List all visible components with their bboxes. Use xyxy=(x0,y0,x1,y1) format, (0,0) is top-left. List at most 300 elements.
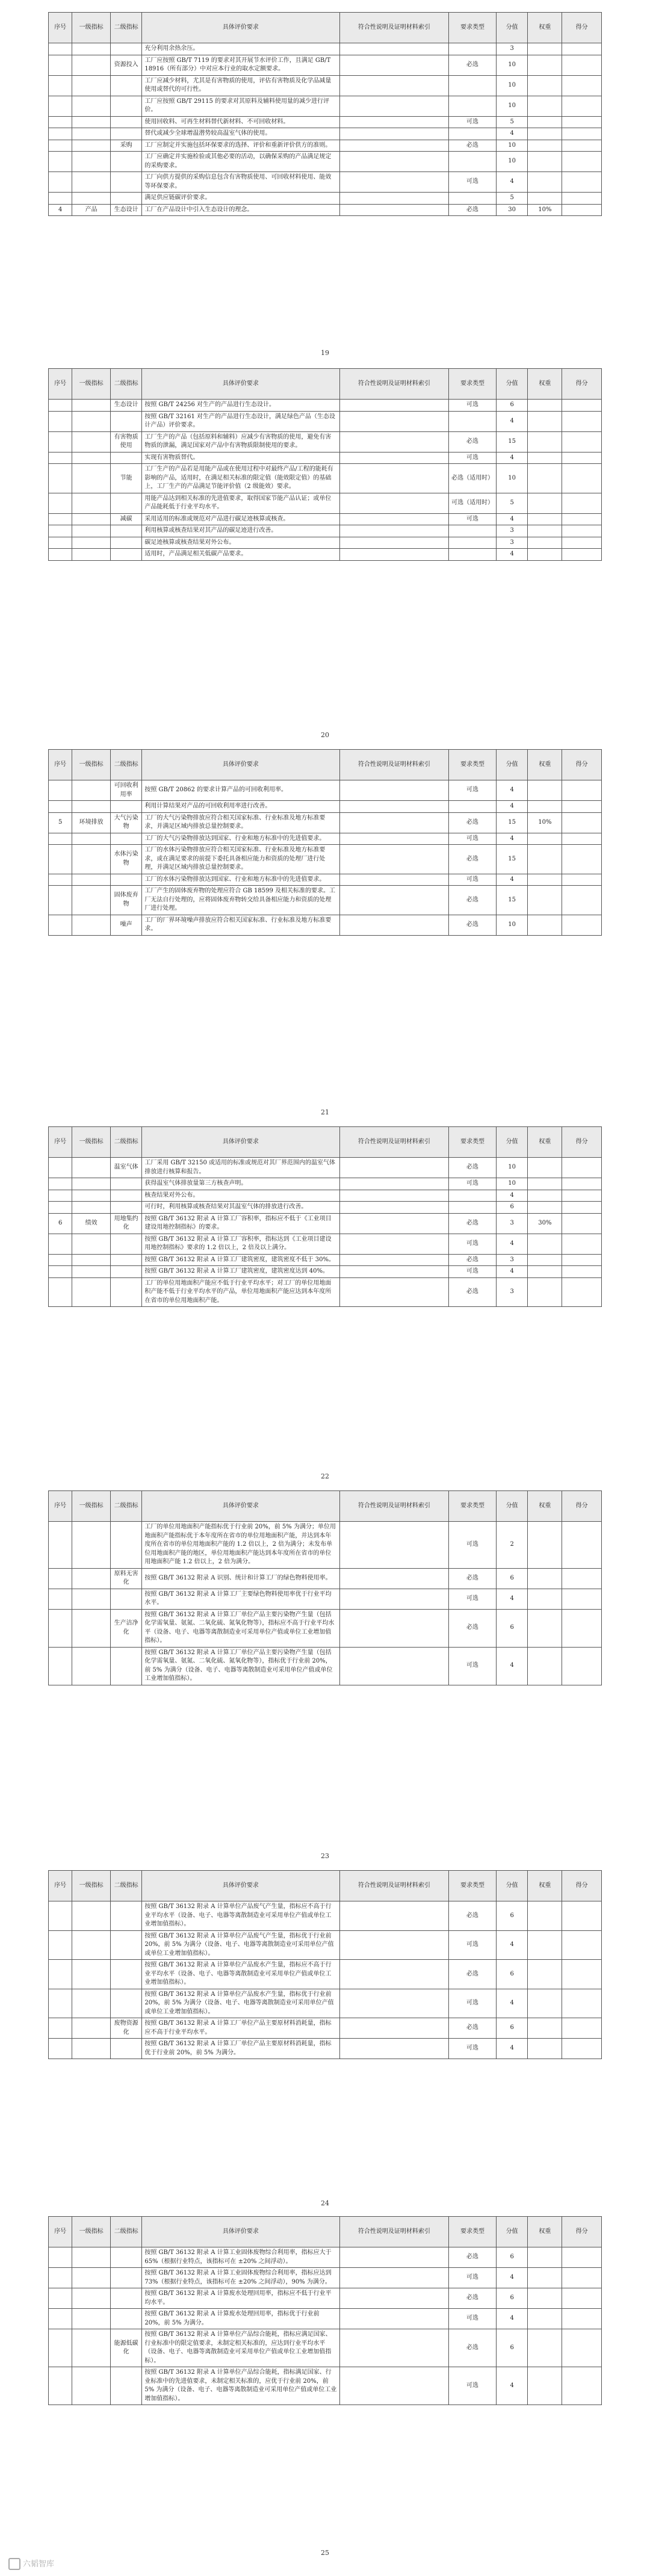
column-header: 权重 xyxy=(528,1491,562,1522)
cell-l1 xyxy=(72,452,110,464)
cell-score: 10 xyxy=(496,140,528,152)
cell-l1 xyxy=(72,2309,110,2329)
cell-evidence xyxy=(339,1522,449,1569)
cell-req: 用能产品达到相关标准的先进值要求，取得国家节能产品认证；或单位产品能耗低于行业平均水平。 xyxy=(142,493,339,513)
cell-req: 按照 GB/T 36132 附录 A 计算工厂容积率，指标达到《工业项目建设用地控制指标》要求的 1.2 倍以上，2 倍及以上满分。 xyxy=(142,1234,339,1254)
cell-l2 xyxy=(110,525,142,537)
cell-evidence xyxy=(339,780,449,801)
cell-weight xyxy=(528,1609,562,1647)
cell-got xyxy=(562,549,602,561)
cell-got xyxy=(562,75,602,96)
cell-l1 xyxy=(72,193,110,205)
table-row xyxy=(49,1901,602,1931)
cell-evidence xyxy=(339,1277,449,1307)
cell-got xyxy=(562,2309,602,2329)
cell-evidence xyxy=(339,1568,449,1589)
cell-l1 xyxy=(72,400,110,412)
cell-req: 工厂产生的固体废弃物的处理应符合 GB 18599 及相关标准的要求。工厂无法自行处理的，应将固体废弃物转交给具备相应能力和资质的处理厂进行处理。 xyxy=(142,886,339,915)
cell-l2 xyxy=(110,128,142,140)
cell-type: 可选 xyxy=(449,833,497,845)
cell-l1 xyxy=(72,55,110,75)
cell-no xyxy=(49,1930,72,1960)
column-header: 要求类型 xyxy=(449,1871,497,1901)
cell-type: 可选 xyxy=(449,400,497,412)
table-row xyxy=(49,2288,602,2309)
cell-l2: 节能 xyxy=(110,464,142,493)
evaluation-table xyxy=(48,368,602,561)
cell-got xyxy=(562,1178,602,1190)
cell-l2 xyxy=(110,1277,142,1307)
cell-l1 xyxy=(72,411,110,431)
cell-got xyxy=(562,1266,602,1278)
cell-type xyxy=(449,537,497,549)
table-row xyxy=(49,886,602,915)
column-header: 二级指标 xyxy=(110,750,142,780)
cell-score: 4 xyxy=(496,513,528,525)
cell-req: 工厂的单位用地面积产能应不低于行业平均水平；对工厂的单位用地面积产能不低于行业平均水平的产品，单位用地面积产能应达到本年度所在省市的单位用地面积产能。 xyxy=(142,1277,339,1307)
page-number: 20 xyxy=(321,731,329,739)
cell-req: 工厂的大气污染物排放应符合相关国家标准、行业标准及地方标准要求，并满足区域内排放总量控制要求。 xyxy=(142,812,339,833)
cell-l1 xyxy=(72,464,110,493)
page-number: 25 xyxy=(321,2549,329,2557)
cell-l1 xyxy=(72,1609,110,1647)
cell-weight xyxy=(528,2367,562,2405)
cell-evidence xyxy=(339,2247,449,2268)
cell-req: 工厂的厂界环境噪声排放应符合相关国家标准、行业标准及地方标准要求。 xyxy=(142,915,339,935)
cell-req: 按照 GB/T 20862 的要求计算产品的可回收利用率。 xyxy=(142,780,339,801)
column-header: 序号 xyxy=(49,1871,72,1901)
cell-weight xyxy=(528,75,562,96)
cell-score: 10 xyxy=(496,55,528,75)
cell-score: 4 xyxy=(496,1589,528,1609)
cell-got xyxy=(562,140,602,152)
cell-weight xyxy=(528,780,562,801)
cell-req: 碳足迹核算或核查结果对外公布。 xyxy=(142,537,339,549)
table-row xyxy=(49,1202,602,1214)
cell-score: 4 xyxy=(496,801,528,813)
cell-no xyxy=(49,464,72,493)
table-row xyxy=(49,1589,602,1609)
evaluation-table xyxy=(48,749,602,936)
cell-evidence xyxy=(339,801,449,813)
cell-l2 xyxy=(110,874,142,886)
cell-evidence xyxy=(339,1202,449,1214)
cell-no xyxy=(49,513,72,525)
cell-score: 6 xyxy=(496,2018,528,2039)
cell-l2 xyxy=(110,1989,142,2018)
page-22-table xyxy=(48,1126,602,1307)
cell-score: 4 xyxy=(496,172,528,193)
cell-got xyxy=(562,1930,602,1960)
cell-evidence xyxy=(339,1930,449,1960)
cell-no xyxy=(49,116,72,128)
evaluation-table xyxy=(48,1490,602,1685)
cell-l2 xyxy=(110,1901,142,1931)
cell-weight xyxy=(528,2018,562,2039)
cell-weight xyxy=(528,1901,562,1931)
cell-no xyxy=(49,2309,72,2329)
table-row xyxy=(49,2268,602,2288)
table-row xyxy=(49,55,602,75)
cell-l2 xyxy=(110,96,142,116)
cell-l2: 水体污染物 xyxy=(110,845,142,874)
cell-type: 必选 xyxy=(449,1213,497,1234)
cell-type: 必选 xyxy=(449,2247,497,2268)
cell-evidence xyxy=(339,1213,449,1234)
cell-l1: 绩效 xyxy=(72,1213,110,1234)
evaluation-table xyxy=(48,1126,602,1307)
cell-got xyxy=(562,1190,602,1202)
cell-req: 实现有害物质替代。 xyxy=(142,452,339,464)
cell-got xyxy=(562,128,602,140)
cell-req: 按照 GB/T 36132 附录 A 计算工厂单位产品主要原材料消耗量，指标应不高于行业平均水平。 xyxy=(142,2018,339,2039)
cell-l2 xyxy=(110,75,142,96)
logo-icon xyxy=(8,2558,20,2570)
cell-type: 必选 xyxy=(449,1277,497,1307)
cell-l2: 有害物质使用 xyxy=(110,431,142,452)
cell-l2 xyxy=(110,549,142,561)
cell-score: 4 xyxy=(496,833,528,845)
cell-evidence xyxy=(339,431,449,452)
cell-req: 获得温室气体排放量第三方核查声明。 xyxy=(142,1178,339,1190)
cell-score: 3 xyxy=(496,1277,528,1307)
table-row xyxy=(49,116,602,128)
cell-l2 xyxy=(110,43,142,55)
column-header: 权重 xyxy=(528,1871,562,1901)
column-header: 一级指标 xyxy=(72,2217,110,2247)
cell-type: 可选 xyxy=(449,1989,497,2018)
column-header: 具体评价要求 xyxy=(142,750,339,780)
cell-score: 6 xyxy=(496,1901,528,1931)
cell-req: 按照 GB/T 36132 附录 A 计算工厂单位产品主要原材料消耗量，指标优于行业前 20%，前 5% 为满分。 xyxy=(142,2039,339,2059)
cell-type: 必选（适用时） xyxy=(449,464,497,493)
table-row xyxy=(49,193,602,205)
column-header: 分值 xyxy=(496,750,528,780)
page-number: 22 xyxy=(321,1472,329,1480)
cell-got xyxy=(562,1254,602,1266)
cell-req: 充分利用余热余压。 xyxy=(142,43,339,55)
cell-type: 可选 xyxy=(449,2268,497,2288)
cell-evidence xyxy=(339,140,449,152)
cell-score: 3 xyxy=(496,1213,528,1234)
cell-weight xyxy=(528,452,562,464)
cell-l1 xyxy=(72,493,110,513)
cell-type: 可选 xyxy=(449,1522,497,1569)
cell-weight xyxy=(528,1202,562,1214)
column-header: 具体评价要求 xyxy=(142,369,339,400)
cell-type: 可选 xyxy=(449,172,497,193)
cell-type: 可选 xyxy=(449,116,497,128)
cell-got xyxy=(562,2039,602,2059)
cell-evidence xyxy=(339,1589,449,1609)
cell-req: 工厂采用 GB/T 32150 或适用的标准或规范对其厂界范围内的温室气体排放进行核算和报告。 xyxy=(142,1158,339,1178)
cell-type: 必选 xyxy=(449,55,497,75)
cell-l2 xyxy=(110,1178,142,1190)
cell-no xyxy=(49,1254,72,1266)
cell-score: 4 xyxy=(496,452,528,464)
cell-got xyxy=(562,1647,602,1685)
cell-got xyxy=(562,172,602,193)
cell-evidence xyxy=(339,204,449,216)
cell-l1 xyxy=(72,537,110,549)
cell-evidence xyxy=(339,96,449,116)
cell-type: 可选 xyxy=(449,452,497,464)
table-row xyxy=(49,1960,602,1989)
cell-score: 10 xyxy=(496,464,528,493)
table-row xyxy=(49,1568,602,1589)
table-row xyxy=(49,780,602,801)
cell-score: 2 xyxy=(496,1522,528,1569)
cell-weight xyxy=(528,537,562,549)
column-header: 一级指标 xyxy=(72,1491,110,1522)
table-row xyxy=(49,537,602,549)
column-header: 权重 xyxy=(528,13,562,43)
cell-l1 xyxy=(72,2288,110,2309)
cell-weight xyxy=(528,2247,562,2268)
cell-no: 5 xyxy=(49,812,72,833)
cell-no xyxy=(49,1589,72,1609)
cell-type xyxy=(449,549,497,561)
column-header: 权重 xyxy=(528,1127,562,1158)
cell-weight xyxy=(528,152,562,172)
cell-score: 4 xyxy=(496,2039,528,2059)
cell-score: 4 xyxy=(496,2268,528,2288)
cell-weight xyxy=(528,1989,562,2018)
cell-no xyxy=(49,431,72,452)
cell-l2: 生态设计 xyxy=(110,204,142,216)
cell-req: 利用计算结果对产品的可回收利用率进行改善。 xyxy=(142,801,339,813)
cell-l1 xyxy=(72,128,110,140)
cell-req: 工厂的水体污染物排放达到国家、行业和地方标准中的先进值要求。 xyxy=(142,874,339,886)
cell-l2 xyxy=(110,801,142,813)
page-24-table xyxy=(48,1870,602,2059)
cell-req: 工厂的水体污染物排放应符合相关国家标准、行业标准及地方标准要求，或在满足要求的前提下委托具备相应能力和资质的处理厂进行处理，并满足区域内排放总量控制要求。 xyxy=(142,845,339,874)
cell-no xyxy=(49,493,72,513)
cell-evidence xyxy=(339,193,449,205)
column-header: 二级指标 xyxy=(110,1491,142,1522)
cell-l1: 产品 xyxy=(72,204,110,216)
cell-l2 xyxy=(110,411,142,431)
cell-score: 6 xyxy=(496,2247,528,2268)
column-header: 二级指标 xyxy=(110,13,142,43)
cell-type: 必选 xyxy=(449,140,497,152)
cell-evidence xyxy=(339,1234,449,1254)
cell-score: 15 xyxy=(496,431,528,452)
cell-score: 6 xyxy=(496,1202,528,1214)
cell-weight xyxy=(528,193,562,205)
cell-no xyxy=(49,2039,72,2059)
table-row xyxy=(49,1213,602,1234)
cell-req: 工厂应减少材料，尤其是有害物质的使用，评估有害物质及化学品减量使用或替代的可行性。 xyxy=(142,75,339,96)
cell-evidence xyxy=(339,43,449,55)
cell-l2: 资源投入 xyxy=(110,55,142,75)
cell-weight xyxy=(528,833,562,845)
evaluation-table xyxy=(48,1870,602,2059)
cell-no xyxy=(49,1568,72,1589)
cell-req: 满足供应链碳评价要求。 xyxy=(142,193,339,205)
cell-got xyxy=(562,1213,602,1234)
page-23-table xyxy=(48,1490,602,1685)
cell-l1 xyxy=(72,845,110,874)
cell-l1 xyxy=(72,780,110,801)
cell-req: 按照 GB/T 36132 附录 A 计算工厂单位产品主要污染物产生量（包括化学需氧量、氨氮、二氧化硫、氮氧化物等），指标优于行业前 20%，前 5% 为满分（设备、电子、电器等离散制造业可采用单位产值或单位工业增加值指标）。 xyxy=(142,1647,339,1685)
column-header: 分值 xyxy=(496,1871,528,1901)
cell-got xyxy=(562,411,602,431)
cell-req: 工厂在产品设计中引入生态设计的理念。 xyxy=(142,204,339,216)
cell-score: 4 xyxy=(496,1234,528,1254)
cell-req: 利用核算或核查结果对其产品的碳足迹进行改善。 xyxy=(142,525,339,537)
cell-l2: 原料无害化 xyxy=(110,1568,142,1589)
cell-type: 必选 xyxy=(449,2288,497,2309)
cell-score: 10 xyxy=(496,1158,528,1178)
page-number: 24 xyxy=(321,2199,329,2207)
column-header: 序号 xyxy=(49,13,72,43)
cell-got xyxy=(562,1960,602,1989)
cell-no xyxy=(49,1901,72,1931)
cell-l1 xyxy=(72,96,110,116)
cell-l1 xyxy=(72,1254,110,1266)
table-row xyxy=(49,845,602,874)
column-header: 要求类型 xyxy=(449,1491,497,1522)
table-row xyxy=(49,2039,602,2059)
cell-weight xyxy=(528,464,562,493)
cell-got xyxy=(562,204,602,216)
cell-got xyxy=(562,2268,602,2288)
cell-got xyxy=(562,2329,602,2367)
cell-score: 4 xyxy=(496,2367,528,2405)
cell-got xyxy=(562,1901,602,1931)
cell-got xyxy=(562,2247,602,2268)
cell-got xyxy=(562,96,602,116)
cell-type: 必选 xyxy=(449,1960,497,1989)
cell-score: 4 xyxy=(496,411,528,431)
cell-l1 xyxy=(72,1190,110,1202)
cell-l2: 减碳 xyxy=(110,513,142,525)
cell-evidence xyxy=(339,1158,449,1178)
cell-score: 6 xyxy=(496,1568,528,1589)
cell-no xyxy=(49,400,72,412)
table-row xyxy=(49,2367,602,2405)
cell-l2: 温室气体 xyxy=(110,1158,142,1178)
cell-l2 xyxy=(110,152,142,172)
cell-req: 按照 GB/T 36132 附录 A 计算废水处理回用率，指标应不低于行业平均水平。 xyxy=(142,2288,339,2309)
table-row xyxy=(49,400,602,412)
table-row xyxy=(49,172,602,193)
cell-req: 按照 GB/T 36132 附录 A 计算工厂容积率，指标应不低于《工业项目建设用地控制指标》的要求。 xyxy=(142,1213,339,1234)
table-row xyxy=(49,1277,602,1307)
column-header: 序号 xyxy=(49,750,72,780)
table-row xyxy=(49,128,602,140)
cell-req: 工厂的单位用地面积产能指标优于行业前 20%，前 5% 为满分；单位用地面积产能指标优于本年度所在省市的单位用地面积产能，并达到本年度所在省市的单位用地面积产能的 1.2 倍以上，2 倍为满分；未发布单位用地面积产能的地区，单位用地面积产能达到本年度所在省市的单位用地面积产能 1.2 倍以上，2 倍为满分。 xyxy=(142,1522,339,1569)
cell-no xyxy=(49,1190,72,1202)
cell-score: 10 xyxy=(496,152,528,172)
cell-l2 xyxy=(110,1960,142,1989)
cell-weight xyxy=(528,1234,562,1254)
column-header: 符合性说明及证明材料索引 xyxy=(339,1871,449,1901)
cell-req: 按照 GB/T 36132 附录 A 计算单位产品废气产生量，指标优于行业前 20%，前 5% 为满分（设备、电子、电器等离散制造业可采用单位产值或单位工业增加值指标）。 xyxy=(142,1930,339,1960)
cell-no xyxy=(49,55,72,75)
cell-type xyxy=(449,75,497,96)
cell-score: 6 xyxy=(496,400,528,412)
column-header: 分值 xyxy=(496,1491,528,1522)
table-row xyxy=(49,513,602,525)
cell-l1 xyxy=(72,1178,110,1190)
cell-score: 15 xyxy=(496,812,528,833)
cell-req: 按照 GB/T 36132 附录 A 识别、统计和计算工厂的绿色物料使用率。 xyxy=(142,1568,339,1589)
table-row xyxy=(49,874,602,886)
cell-evidence xyxy=(339,2018,449,2039)
column-header: 二级指标 xyxy=(110,369,142,400)
cell-evidence xyxy=(339,411,449,431)
column-header: 要求类型 xyxy=(449,750,497,780)
cell-l1 xyxy=(72,513,110,525)
cell-req: 采用适用的标准或规范对产品进行碳足迹核算或核查。 xyxy=(142,513,339,525)
table-header-row xyxy=(49,1871,602,1901)
cell-no xyxy=(49,1609,72,1647)
cell-weight xyxy=(528,915,562,935)
table-row xyxy=(49,43,602,55)
cell-evidence xyxy=(339,2268,449,2288)
cell-type xyxy=(449,1202,497,1214)
column-header: 二级指标 xyxy=(110,1871,142,1901)
cell-evidence xyxy=(339,2288,449,2309)
cell-l1 xyxy=(72,172,110,193)
cell-l1 xyxy=(72,140,110,152)
cell-no xyxy=(49,1234,72,1254)
cell-weight xyxy=(528,845,562,874)
table-row xyxy=(49,2309,602,2329)
cell-req: 按照 GB/T 36132 附录 A 计算工厂单位产品主要污染物产生量（包括化学需氧量、氨氮、二氧化硫、氮氧化物等），指标应不高于行业平均水平（设备、电子、电器等离散制造业可采用单位产值或单位工业增加值指标）。 xyxy=(142,1609,339,1647)
column-header: 权重 xyxy=(528,2217,562,2247)
column-header: 得分 xyxy=(562,13,602,43)
cell-got xyxy=(562,525,602,537)
cell-type xyxy=(449,801,497,813)
cell-type xyxy=(449,128,497,140)
cell-evidence xyxy=(339,1609,449,1647)
cell-no xyxy=(49,2367,72,2405)
cell-req: 工厂生产的产品（包括原料和辅料）应减少有害物质的使用，避免有害物质的泄漏，满足国家对产品中有害物质限制使用的要求。 xyxy=(142,431,339,452)
cell-type xyxy=(449,1190,497,1202)
cell-weight xyxy=(528,525,562,537)
cell-type xyxy=(449,43,497,55)
page-19-table xyxy=(48,12,602,216)
cell-req: 工厂应按照 GB/T 7119 的要求对其开展节水评价工作，且满足 GB/T 18916（所有部分）中对应本行业的取水定额要求。 xyxy=(142,55,339,75)
column-header: 符合性说明及证明材料索引 xyxy=(339,369,449,400)
column-header: 要求类型 xyxy=(449,13,497,43)
cell-score: 15 xyxy=(496,845,528,874)
cell-type xyxy=(449,411,497,431)
cell-weight xyxy=(528,1254,562,1266)
cell-weight xyxy=(528,886,562,915)
cell-l1 xyxy=(72,1960,110,1989)
cell-l2: 采购 xyxy=(110,140,142,152)
cell-weight xyxy=(528,128,562,140)
cell-l1 xyxy=(72,1589,110,1609)
cell-l1 xyxy=(72,431,110,452)
table-row xyxy=(49,1158,602,1178)
cell-l2: 噪声 xyxy=(110,915,142,935)
table-row xyxy=(49,1989,602,2018)
cell-score: 3 xyxy=(496,43,528,55)
cell-req: 工厂的大气污染物排放达到国家、行业和地方标准中的先进值要求。 xyxy=(142,833,339,845)
cell-got xyxy=(562,1202,602,1214)
cell-no xyxy=(49,1647,72,1685)
cell-got xyxy=(562,1609,602,1647)
cell-no xyxy=(49,780,72,801)
cell-l2 xyxy=(110,172,142,193)
cell-got xyxy=(562,116,602,128)
cell-type xyxy=(449,193,497,205)
